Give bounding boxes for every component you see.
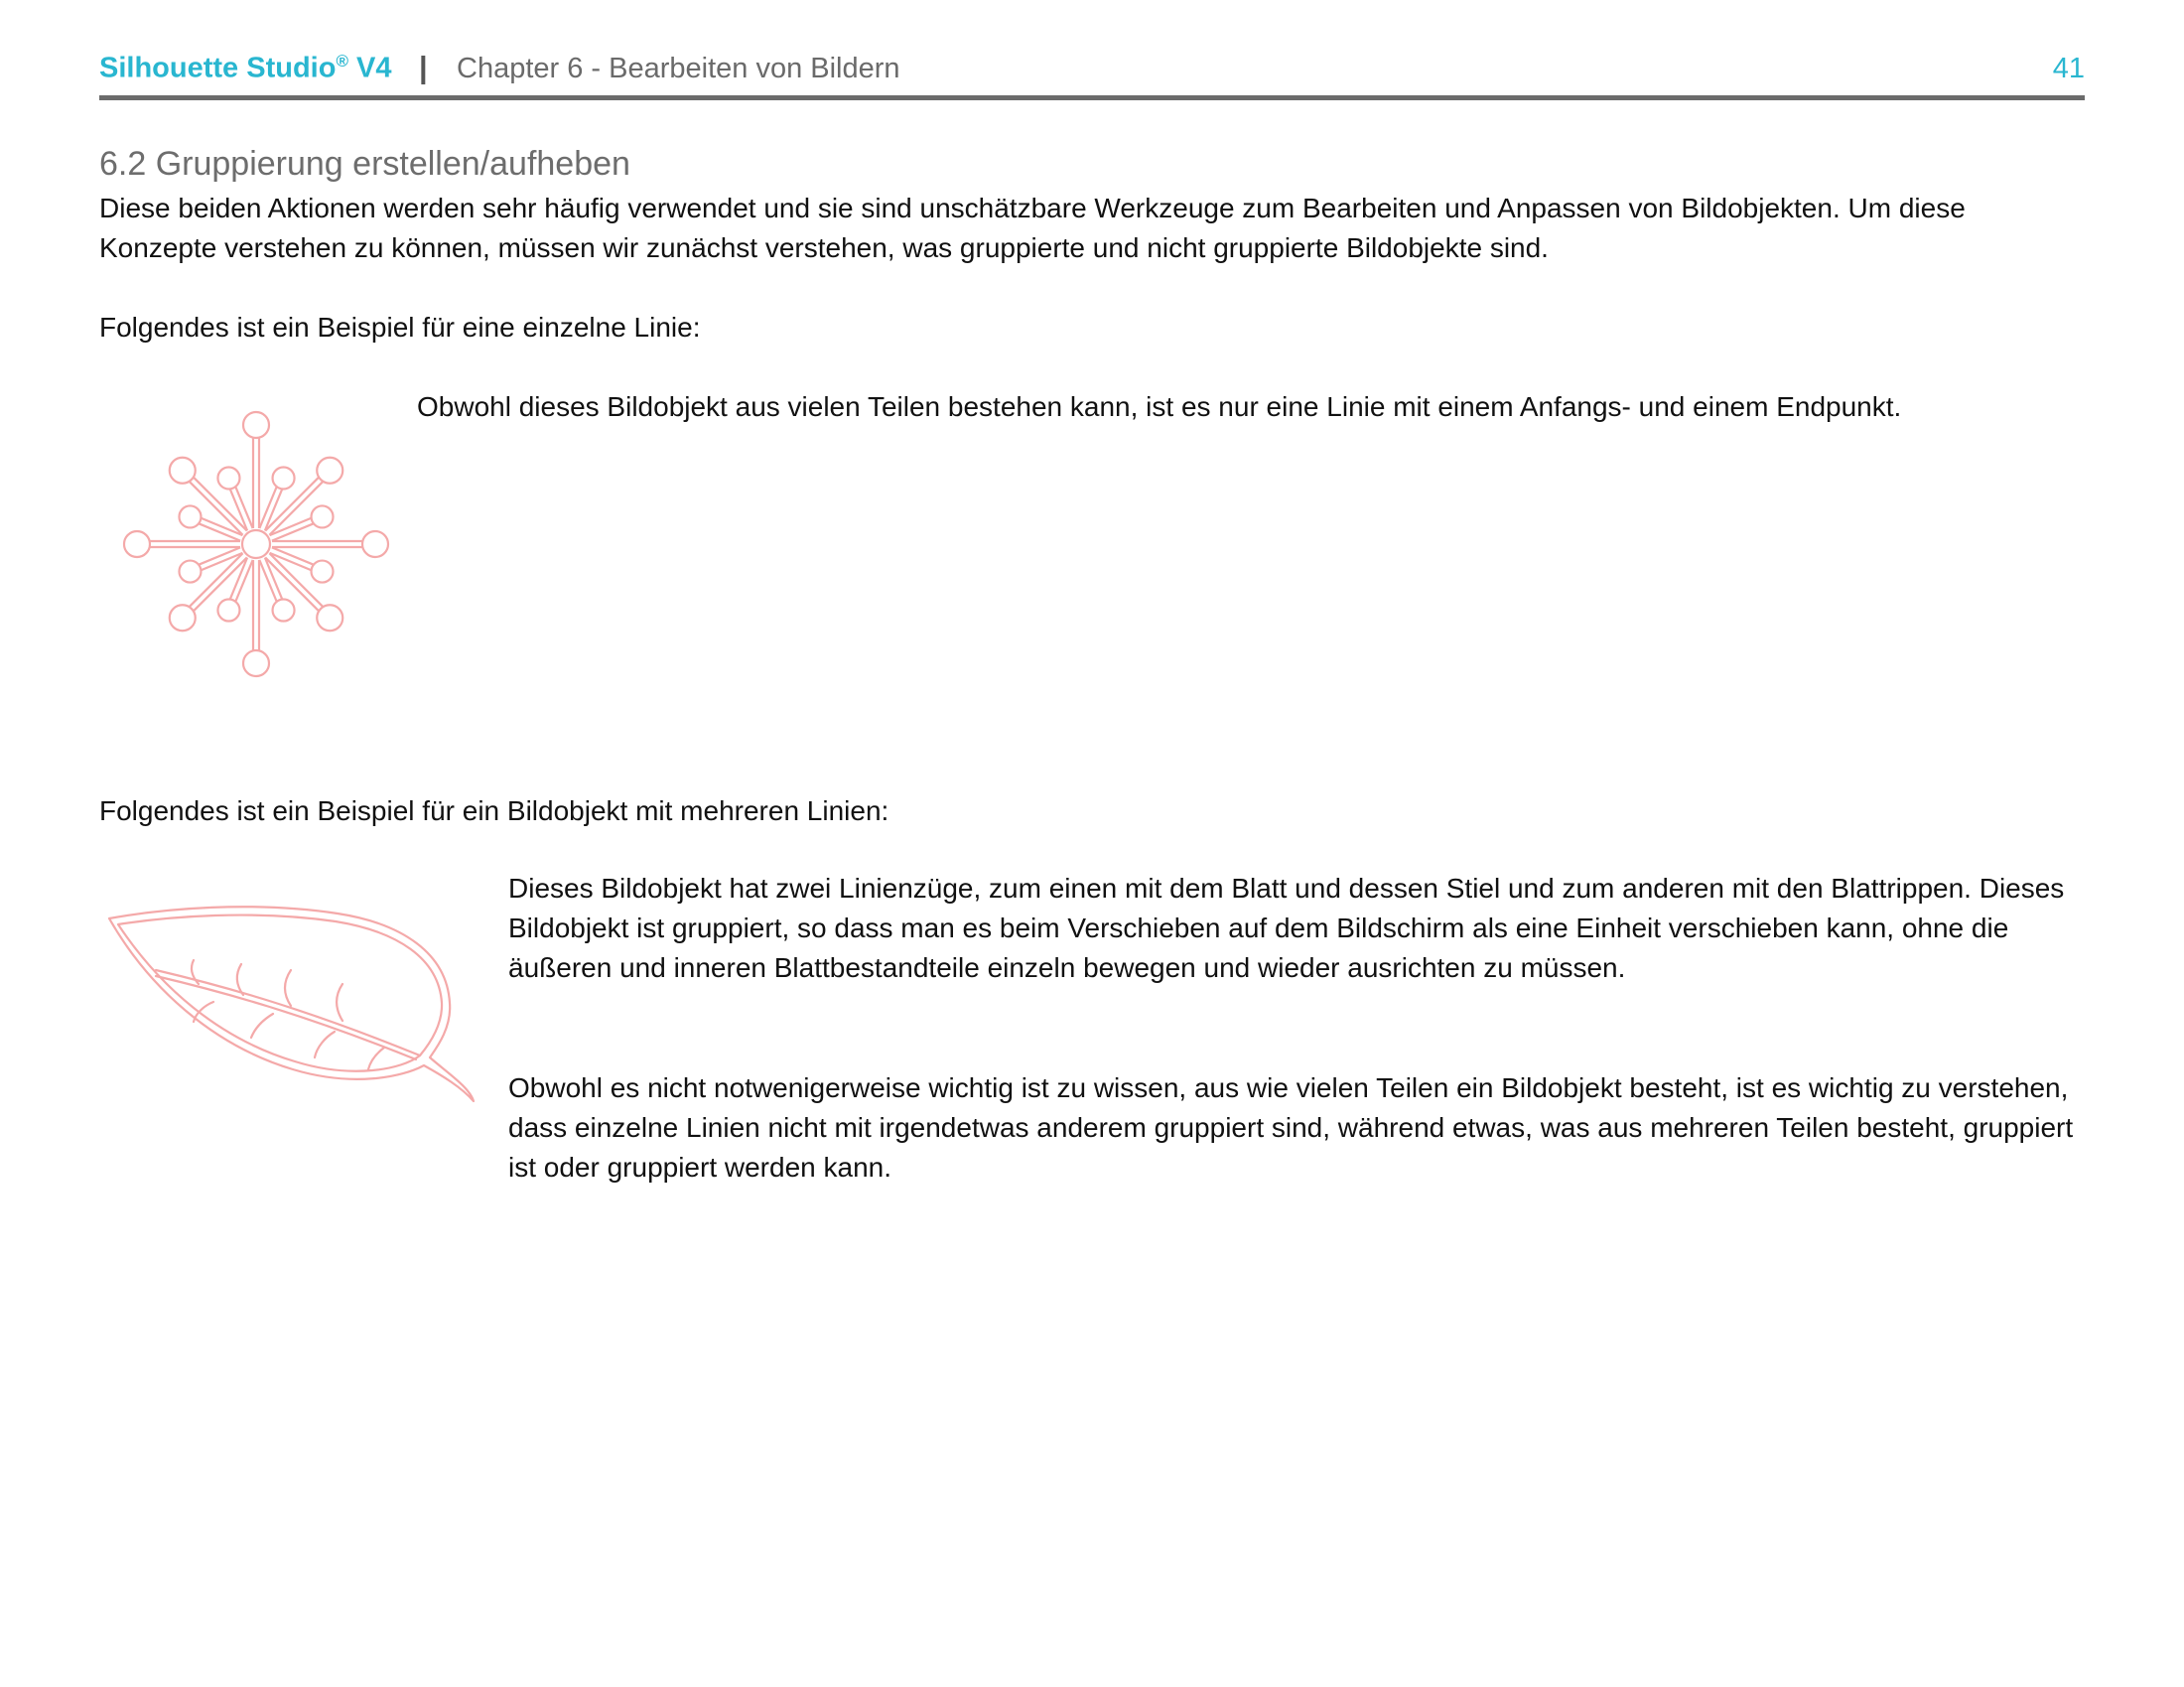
single-line-example-label: Folgendes ist ein Beispiel für eine einzelne Linie: <box>99 312 701 343</box>
page-number: 41 <box>2052 53 2085 84</box>
multi-line-description-2: Obwohl es nicht notwenigerweise wichtig ist zu wissen, aus wie vielen Teilen ein Bildobjekt besteht, ist es wichtig zu verstehen, dass einzelne Linien nicht mit irgendetwas anderem gruppiert sind, während etwas, was aus mehreren Teilen besteht, gruppiert ist oder gruppiert werden kann. <box>508 1072 2074 1183</box>
header-separator: | <box>419 50 428 84</box>
starburst-line-icon <box>107 395 405 693</box>
multi-line-example-label: Folgendes ist ein Beispiel für ein Bildobjekt mit mehreren Linien: <box>99 795 889 826</box>
chapter-title: Chapter 6 - Bearbeiten von Bildern <box>457 53 900 84</box>
brand-title: Silhouette Studio® V4 <box>99 52 392 84</box>
intro-paragraph: Diese beiden Aktionen werden sehr häufig verwendet und sie sind unschätzbare Werkzeuge zum Bearbeiten und Anpassen von Bildobjekten. Um diese Konzepte verstehen zu können, müssen wir zunächst verstehen, was gruppierte und nicht gruppierte Bildobjekte sind. <box>99 193 1966 263</box>
header-rule <box>99 95 2085 100</box>
page-header <box>99 48 2085 93</box>
leaf-icon <box>104 899 491 1107</box>
multi-line-description-1: Dieses Bildobjekt hat zwei Linienzüge, zum einen mit dem Blatt und dessen Stiel und zum anderen mit den Blattrippen. Dieses Bildobjekt ist gruppiert, so dass man es beim Verschieben auf dem Bildschirm als eine Einheit verschieben kann, ohne die äußeren und inneren Blattbestandteile einzeln bewegen und wieder ausrichten zu müssen. <box>508 873 2065 983</box>
single-line-description: Obwohl dieses Bildobjekt aus vielen Teilen bestehen kann, ist es nur eine Linie mit einem Anfangs- und einem Endpunkt. <box>417 391 1902 422</box>
section-title: 6.2 Gruppierung erstellen/aufheben <box>99 145 630 183</box>
